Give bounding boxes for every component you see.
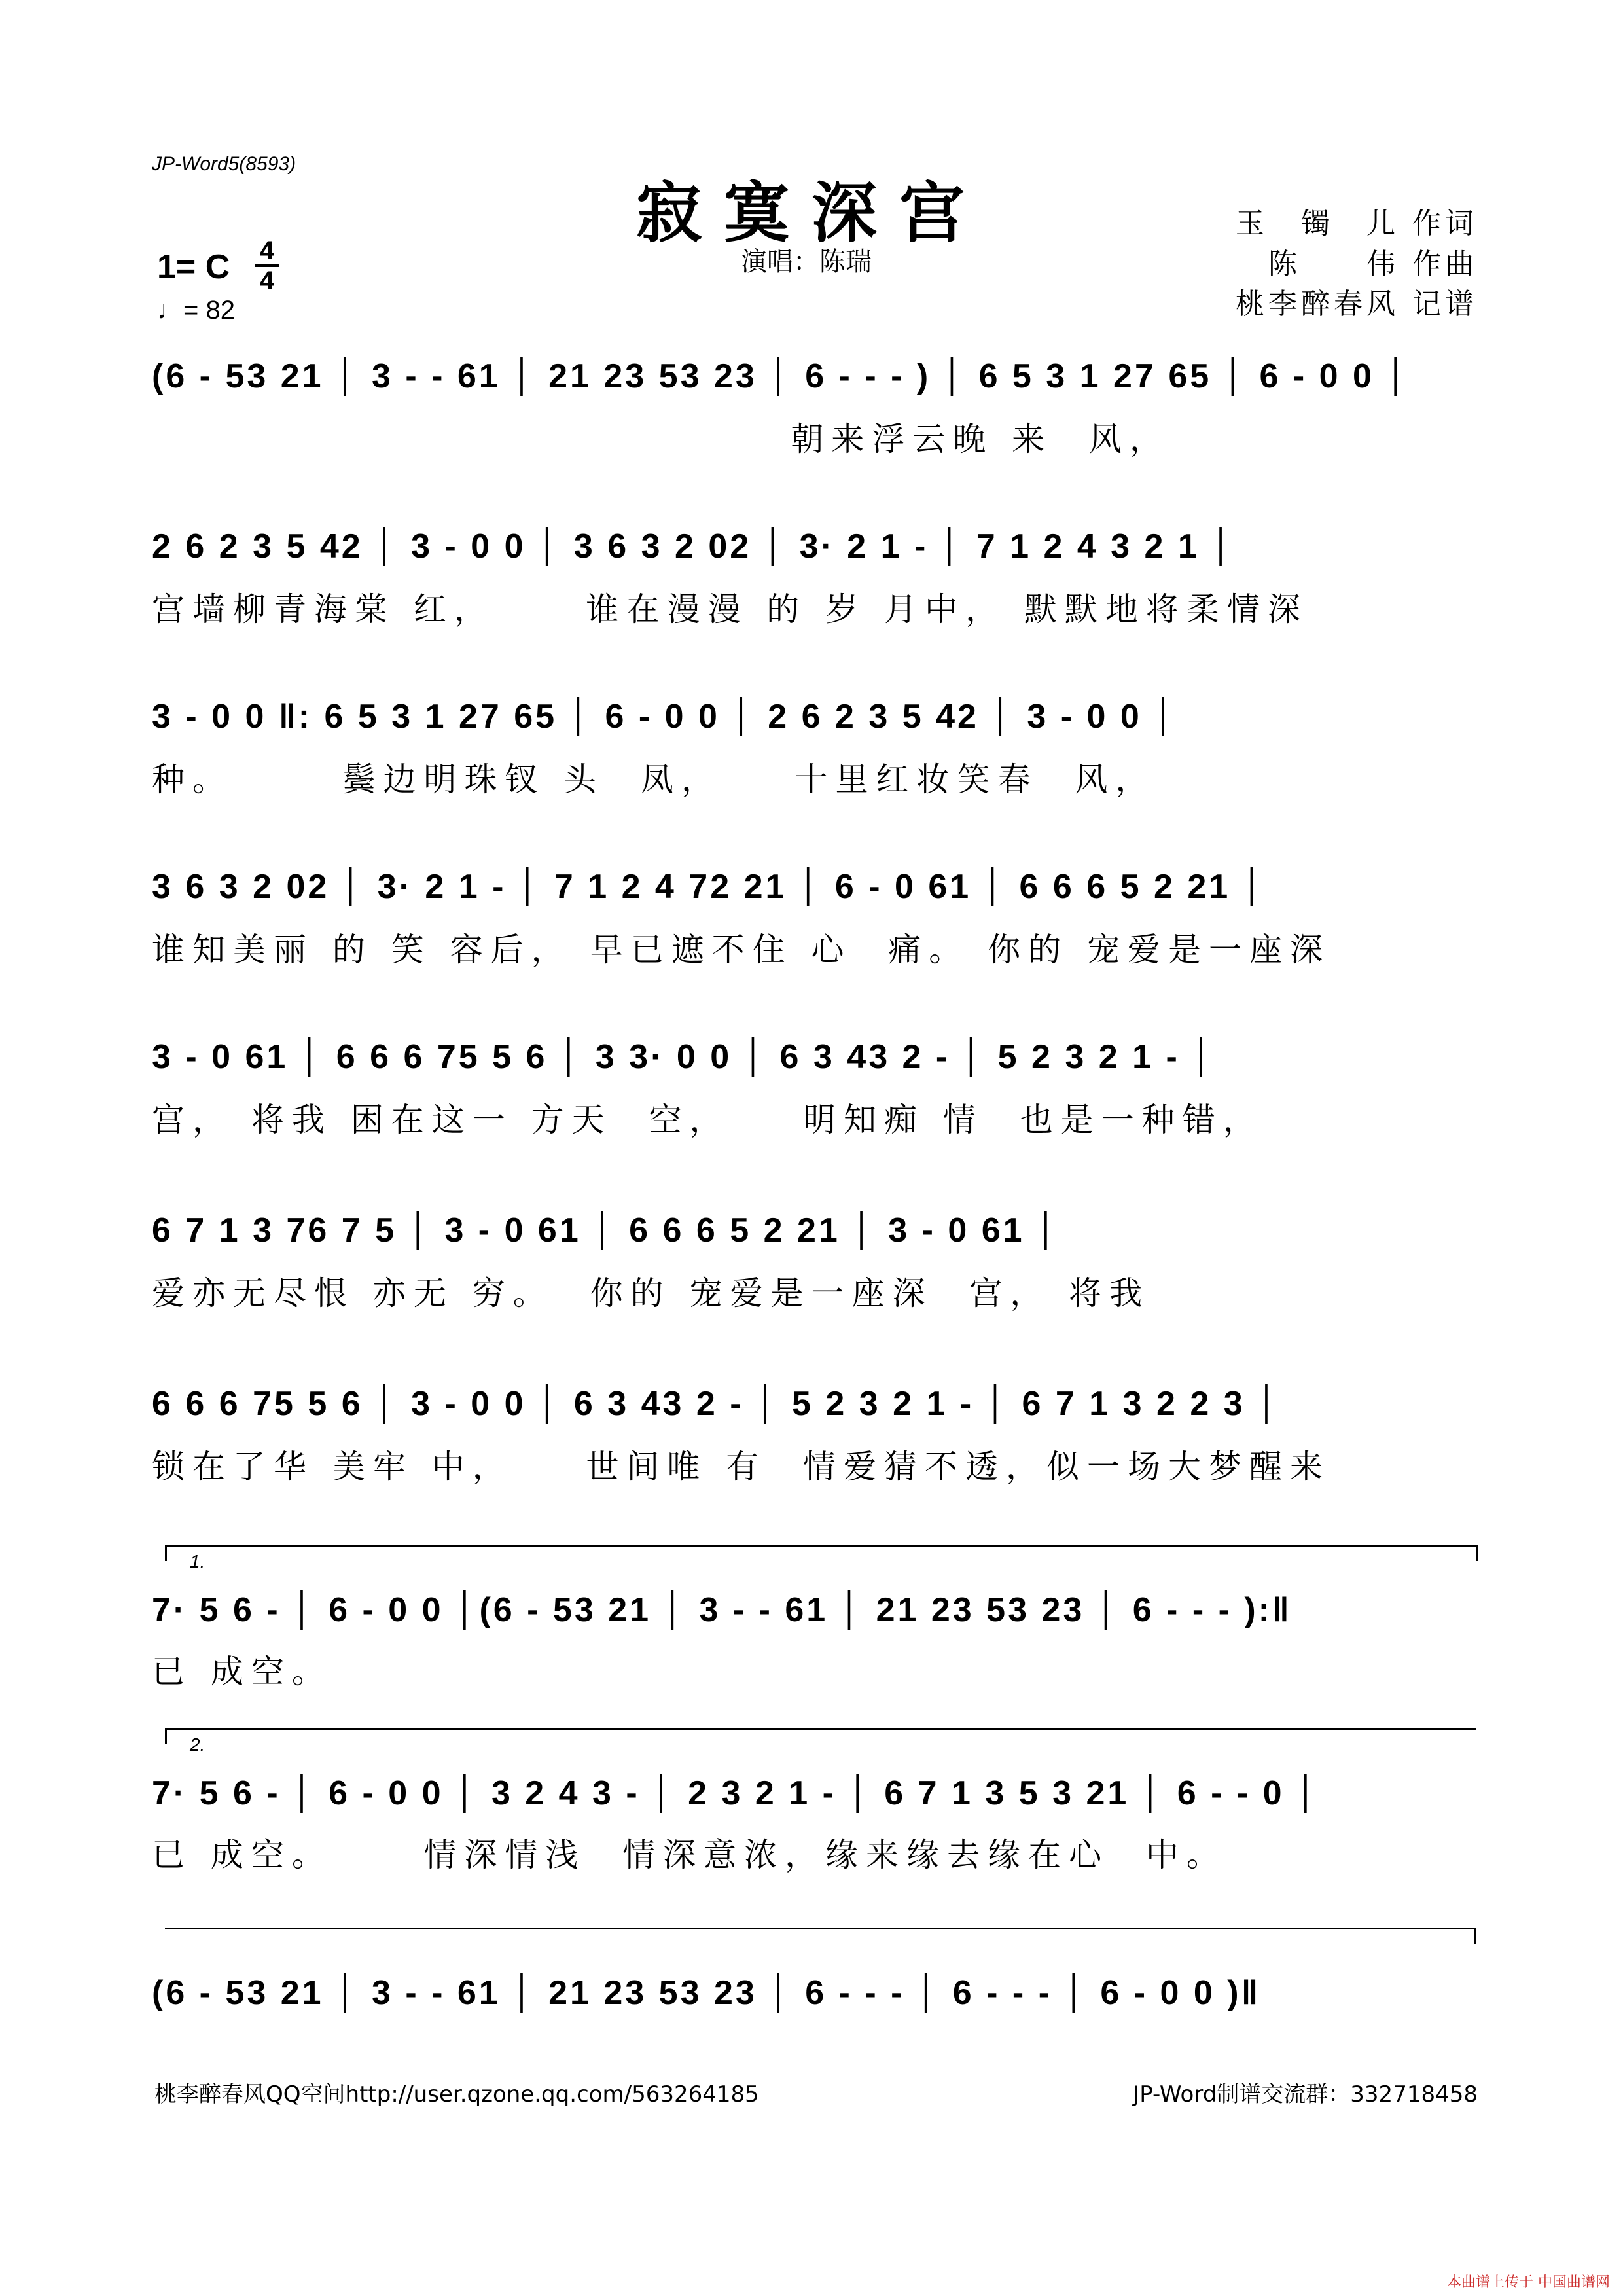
site-watermark: 本曲谱上传于 中国曲谱网 xyxy=(1447,2274,1610,2291)
time-signature xyxy=(255,237,279,295)
lyric-line: 爱亦无尽恨 亦无 穷。 你的 宠爱是一座深 宫， 将我 xyxy=(152,1274,1150,1312)
software-label: JP-Word5(8593) xyxy=(152,153,296,175)
song-title: 寂寞深宫 xyxy=(636,174,987,251)
lyricist-credit: 玉 镯 儿 作词 xyxy=(1236,207,1478,240)
lyric-line: 宫， 将我 困在这一 方天 空， 明知痴 情 也是一种错， xyxy=(152,1101,1264,1139)
ending-bracket-line xyxy=(165,1928,1476,1944)
footer-qzone-link: 桃李醉春风QQ空间http://user.qzone.qq.com/563264185 xyxy=(154,2081,759,2108)
lyric-line: 谁知美丽 的 笑 容后， 早已遮不住 心 痛。 你的 宠爱是一座深 xyxy=(152,931,1331,969)
notation-line: (6 - 53 21 │ 3 - - 61 │ 21 23 53 23 │ 6 - - - │ 6 - - - │ 6 - 0 0 )‖ xyxy=(152,1974,1261,2012)
volta-bracket xyxy=(165,1545,1478,1561)
key-signature: 1= C xyxy=(157,248,230,286)
notation-line: 3 - 0 0 ‖: 6 5 3 1 27 65 │ 6 - 0 0 │ 2 6 2 3 5 42 │ 3 - 0 0 │ xyxy=(152,698,1178,736)
notation-line: 6 7 1 3 76 7 5 │ 3 - 0 61 │ 6 6 6 5 2 21 │ 3 - 0 61 │ xyxy=(152,1211,1061,1249)
lyric-line: 宫墙柳青海棠 红， 谁在漫漫 的 岁 月中， 默默地将柔情深 xyxy=(152,590,1308,628)
lyric-line: 已 成空。 情深情浅 情深意浓，缘来缘去缘在心 中。 xyxy=(152,1836,1227,1874)
time-signature-bottom: 4 xyxy=(259,266,275,295)
volta-bracket xyxy=(165,1728,1476,1744)
time-signature-top: 4 xyxy=(259,236,275,265)
composer-credit: 陈 伟 作曲 xyxy=(1268,247,1478,281)
lyric-line: 朝来浮云晚 来 风， xyxy=(152,420,1170,458)
lyric-line: 已 成空。 xyxy=(152,1653,332,1691)
notation-line: 6 6 6 75 5 6 │ 3 - 0 0 │ 6 3 43 2 - │ 5 2 3 2 1 - │ 6 7 1 3 2 2 3 │ xyxy=(152,1385,1281,1423)
notation-line: 3 - 0 61 │ 6 6 6 75 5 6 │ 3 3· 0 0 │ 6 3 43 2 - │ 5 2 3 2 1 - │ xyxy=(152,1038,1216,1076)
footer-group-info: JP-Word制谱交流群：332718458 xyxy=(1133,2081,1478,2108)
lyric-line: 种。 鬓边明珠钗 头 凤， 十里红妆笑春 风， xyxy=(152,761,1156,798)
transcriber-credit: 桃李醉春风 记谱 xyxy=(1236,287,1478,321)
tempo-marking: ♩= 82 xyxy=(157,296,235,325)
notation-line: 7· 5 6 - │ 6 - 0 0 │(6 - 53 21 │ 3 - - 61 │ 21 23 53 23 │ 6 - - - ):‖ xyxy=(152,1591,1292,1629)
lyric-line: 锁在了华 美牢 中， 世间唯 有 情爱猜不透，似一场大梦醒来 xyxy=(152,1448,1331,1486)
volta-number: 1. xyxy=(190,1551,205,1571)
notation-line: 2 6 2 3 5 42 │ 3 - 0 0 │ 3 6 3 2 02 │ 3· 2 1 - │ 7 1 2 4 3 2 1 │ xyxy=(152,528,1236,565)
notation-line: 3 6 3 2 02 │ 3· 2 1 - │ 7 1 2 4 72 21 │ 6 - 0 61 │ 6 6 6 5 2 21 │ xyxy=(152,868,1267,906)
notation-line: (6 - 53 21 │ 3 - - 61 │ 21 23 53 23 │ 6 - - - ) │ 6 5 3 1 27 65 │ 6 - 0 0 │ xyxy=(152,357,1410,395)
performer-credit: 演唱：陈瑞 xyxy=(741,247,872,277)
volta-number: 2. xyxy=(190,1734,205,1755)
notation-line: 7· 5 6 - │ 6 - 0 0 │ 3 2 4 3 - │ 2 3 2 1 - │ 6 7 1 3 5 3 21 │ 6 - - 0 │ xyxy=(152,1774,1321,1812)
